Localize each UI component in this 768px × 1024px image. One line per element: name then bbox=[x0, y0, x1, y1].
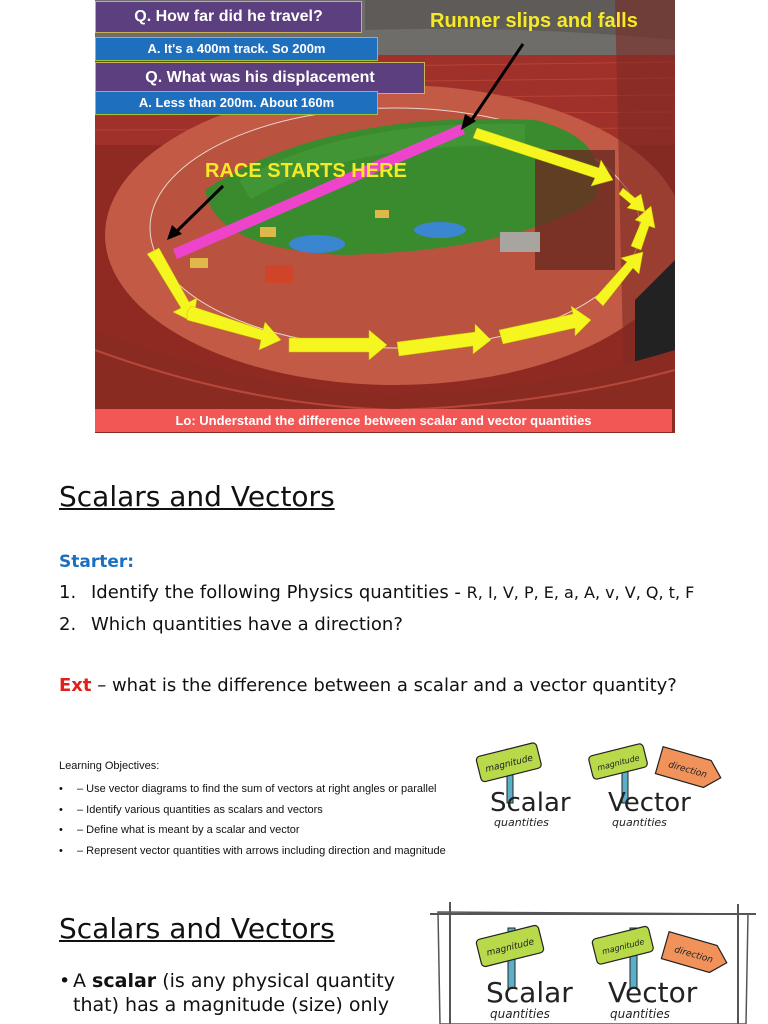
objective-item: • – Define what is meant by a scalar and vector bbox=[59, 821, 489, 842]
quantity-list: R, I, V, P, E, a, A, v, V, Q, t, F bbox=[466, 583, 695, 602]
quantities-word: quantities bbox=[494, 816, 549, 829]
objective-item: • – Use vector diagrams to find the sum of vectors at right angles or parallel bbox=[59, 780, 473, 801]
scalar-definition: • A scalar (is any physical quantity that) has a magnitude (size) only bbox=[59, 970, 395, 1016]
vector-word: Vector bbox=[608, 976, 698, 1009]
question-2: Q. What was his displacement bbox=[95, 62, 425, 94]
scalar-word: Scalar bbox=[490, 788, 571, 818]
starter-item-1 bbox=[59, 582, 694, 603]
stadium-slide bbox=[95, 0, 675, 433]
slide3-title: Scalars and Vectors bbox=[59, 912, 335, 945]
bullet: • bbox=[59, 844, 63, 857]
magnitude-word: magnitude bbox=[601, 937, 646, 957]
race-start-label: RACE STARTS HERE bbox=[205, 160, 407, 182]
starter-label: Starter: bbox=[59, 552, 135, 572]
scalar-word: Scalar bbox=[486, 976, 573, 1009]
extension-question bbox=[59, 675, 677, 696]
item-text: Identify the following Physics quantities - bbox=[91, 582, 467, 603]
bullet: • bbox=[59, 970, 71, 992]
learning-objectives bbox=[59, 760, 489, 862]
objective-item: • – Identify various quantities as scalars and vectors bbox=[59, 801, 489, 822]
scalar-term: scalar bbox=[92, 970, 157, 992]
item-text: Which quantities have a direction? bbox=[91, 614, 403, 635]
item-number: 2. bbox=[59, 614, 77, 635]
learning-outcome-bar: Lo: Understand the difference between scalar and vector quantities bbox=[95, 409, 672, 432]
direction-word: direction bbox=[673, 945, 714, 966]
ext-label: Ext bbox=[59, 675, 92, 696]
starter-item-2 bbox=[59, 614, 403, 635]
vector-word: Vector bbox=[608, 788, 691, 818]
magnitude-word: magnitude bbox=[485, 937, 536, 959]
question-1: Q. How far did he travel? bbox=[95, 1, 362, 33]
quantities-word: quantities bbox=[612, 816, 667, 829]
quantities-word: quantities bbox=[610, 1007, 670, 1021]
scalar-vector-signs-image bbox=[470, 733, 732, 833]
learning-objectives-heading: Learning Objectives: bbox=[59, 760, 160, 772]
answer-1: A. It's a 400m track. So 200m bbox=[95, 37, 378, 61]
item-number: 1. bbox=[59, 582, 77, 603]
bullet: • bbox=[59, 783, 63, 795]
ext-text: – what is the difference between a scalar and a vector quantity? bbox=[91, 675, 677, 696]
magnitude-word: magnitude bbox=[484, 753, 535, 775]
bullet: • bbox=[59, 824, 63, 836]
bullet: • bbox=[59, 803, 63, 816]
quantities-word: quantities bbox=[490, 1007, 550, 1021]
slide2-title: Scalars and Vectors bbox=[59, 480, 335, 513]
direction-word: direction bbox=[667, 760, 708, 781]
magnitude-word: magnitude bbox=[596, 753, 641, 773]
answer-2: A. Less than 200m. About 160m bbox=[95, 91, 378, 115]
objective-item: • – Represent vector quantities with arrows including direction and magnitude bbox=[59, 842, 489, 863]
runner-falls-label: Runner slips and falls bbox=[430, 10, 638, 32]
scalar-vector-board-image bbox=[428, 898, 758, 1024]
